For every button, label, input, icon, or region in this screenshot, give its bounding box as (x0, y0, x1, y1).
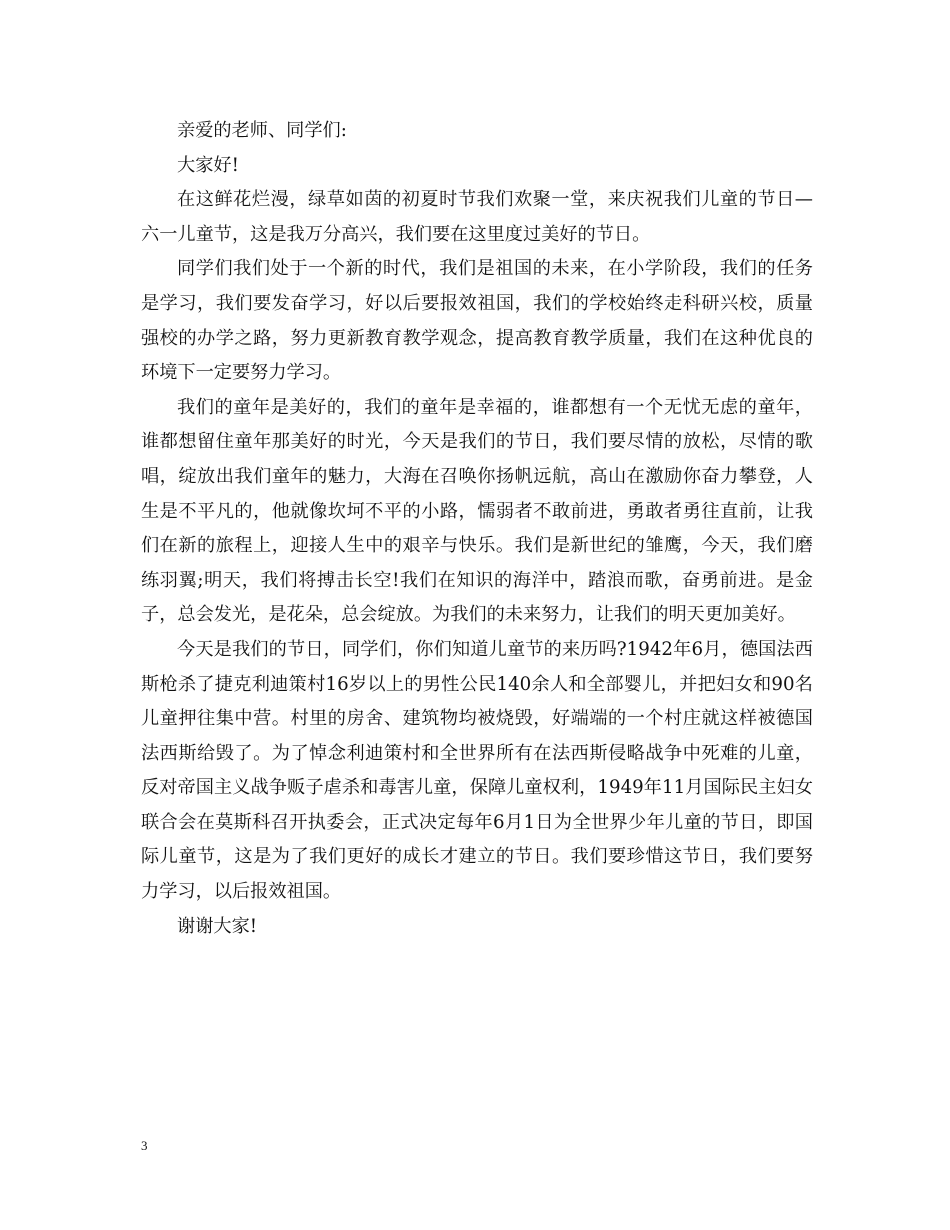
salutation: 亲爱的老师、同学们: (177, 120, 347, 141)
closing: 谢谢大家! (177, 915, 258, 937)
paragraph-2: 同学们我们处于一个新的时代，我们是祖国的未来，在小学阶段，我们的任务是学习，我们要发奋学习，好以后要报效祖国，我们的学校始终走科研兴校，质量强校的办学之路，努力更新教育教学观念，提高教育教学质量，我们在这种优良的环境下一定要努力学习。 (141, 258, 813, 384)
speech-body (141, 114, 813, 944)
paragraph-4: 今天是我们的节日，同学们，你们知道儿童节的来历吗?1942年6月，德国法西斯枪杀了捷克利迪策村16岁以上的男性公民140余人和全部婴儿，并把妇女和90名儿童押往集中营。村里的房舍、建筑物均被烧毁，好端端的一个村庄就这样被德国法西斯给毁了。为了悼念利迪策村和全世界所有在法西斯侵略战争中死难的儿童，反对帝国主义战争贩子虐杀和毒害儿童，保障儿童权利，1949年11月国际民主妇女联合会在莫斯科召开执委会，正式决定每年6月1日为全世界少年儿童的节日，即国际儿童节，这是为了我们更好的成长才建立的节日。我们要珍惜这节日，我们要努力学习，以后报效祖国。 (141, 638, 813, 903)
greeting: 大家好! (177, 154, 239, 176)
paragraph-1: 在这鲜花烂漫，绿草如茵的初夏时节我们欢聚一堂，来庆祝我们儿童的节日—六一儿童节，这是我万分高兴，我们要在这里度过美好的节日。 (141, 189, 813, 245)
paragraph-3: 我们的童年是美好的，我们的童年是幸福的，谁都想有一个无忧无虑的童年，谁都想留住童年那美好的时光，今天是我们的节日，我们要尽情的放松，尽情的歌唱，绽放出我们童年的魅力，大海在召唤你扬帆远航，高山在激励你奋力攀登，人生是不平凡的，他就像坎坷不平的小路，懦弱者不敢前进，勇敢者勇往直前，让我们在新的旅程上，迎接人生中的艰辛与快乐。我们是新世纪的雏鹰，今天，我们磨练羽翼;明天，我们将搏击长空!我们在知识的海洋中，踏浪而歌，奋勇前进。是金子，总会发光，是花朵，总会绽放。为我们的未来努力，让我们的明天更加美好。 (141, 396, 813, 626)
page-number: 3 (141, 1138, 148, 1153)
